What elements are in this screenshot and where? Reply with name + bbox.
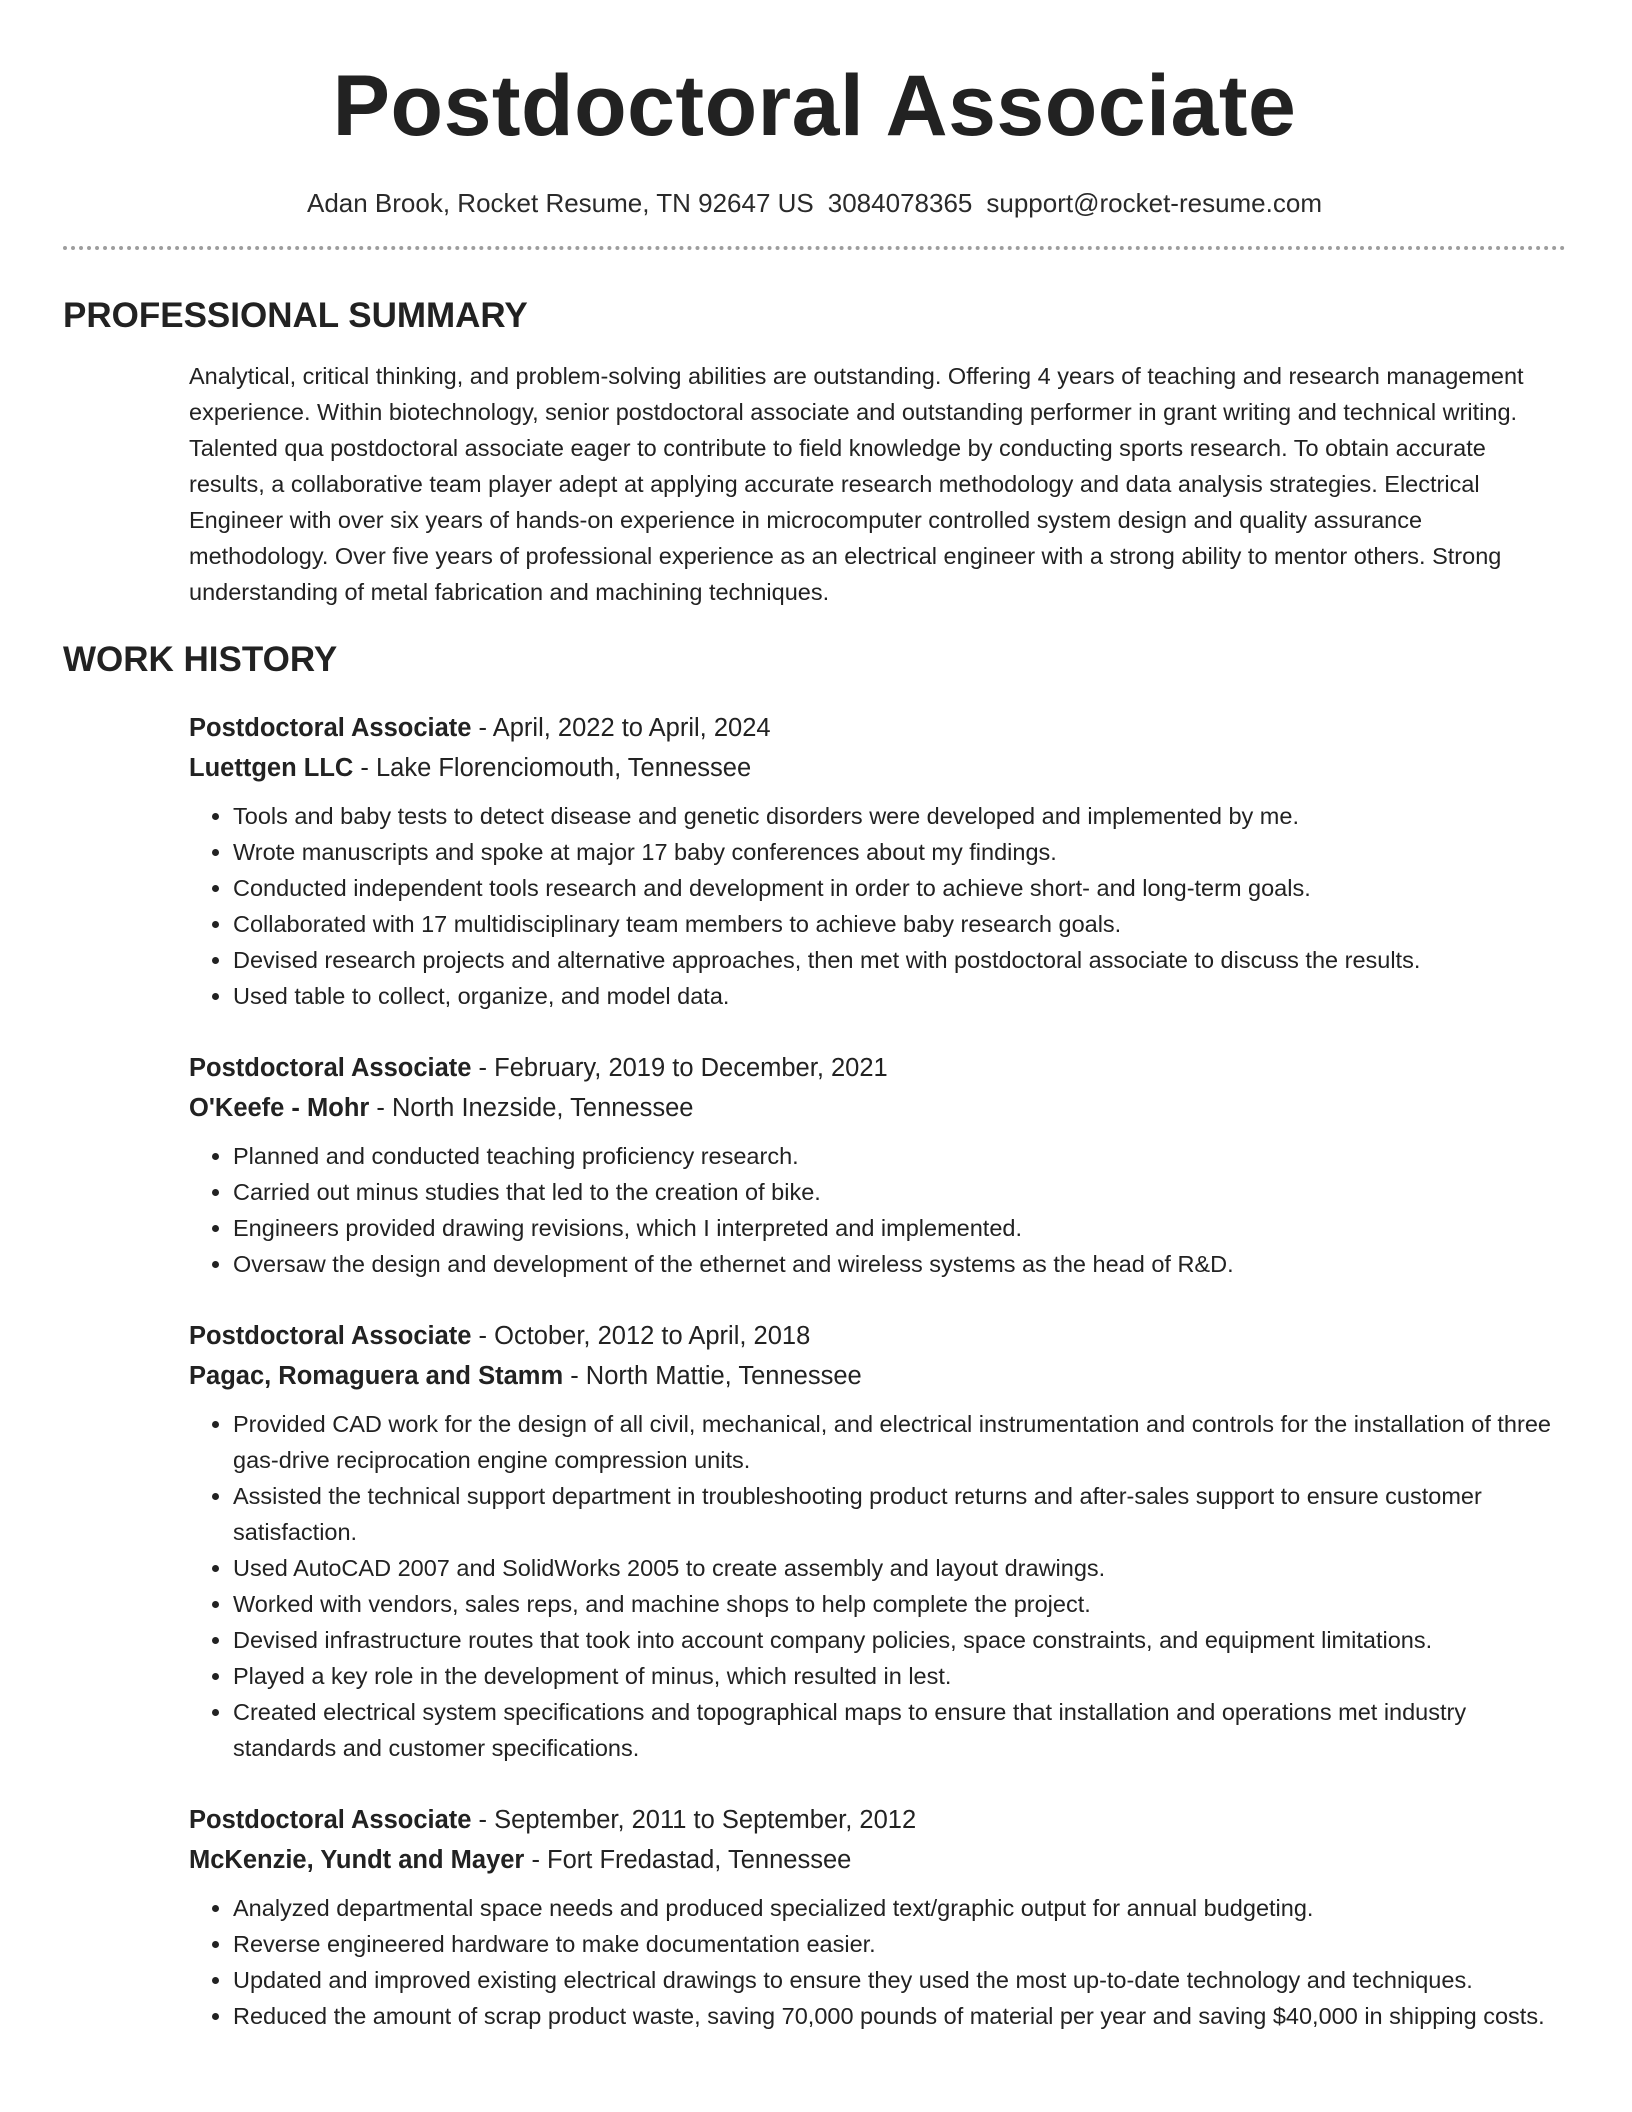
job-title: Postdoctoral Associate bbox=[189, 1054, 472, 1082]
job-company: Pagac, Romaguera and Stamm bbox=[189, 1362, 564, 1390]
job-location: - Fort Fredastad, Tennessee bbox=[524, 1846, 852, 1874]
job-bullet: • Updated and improved existing electrical drawings to ensure they used the most up-to-date technology and techniques. bbox=[233, 1962, 1566, 1998]
work-history-list bbox=[189, 708, 1566, 2034]
job-bullet: • Wrote manuscripts and spoke at major 17 baby conferences about my findings. bbox=[233, 834, 1566, 870]
job-bullet: • Reduced the amount of scrap product waste, saving 70,000 pounds of material per year and saving $40,000 in shipping costs. bbox=[233, 1998, 1566, 2034]
job-entry bbox=[189, 1800, 1566, 2034]
job-bullet: • Engineers provided drawing revisions, which I interpreted and implemented. bbox=[233, 1210, 1566, 1246]
job-bullet: • Oversaw the design and development of the ethernet and wireless systems as the head of R&D. bbox=[233, 1246, 1566, 1282]
job-entry bbox=[189, 1048, 1566, 1282]
job-location: - Lake Florenciomouth, Tennessee bbox=[353, 754, 752, 782]
job-dates: - October, 2012 to April, 2018 bbox=[471, 1322, 811, 1350]
job-bullets bbox=[189, 1406, 1566, 1766]
page-title: Postdoctoral Associate bbox=[332, 58, 1297, 154]
job-entry bbox=[189, 708, 1566, 1014]
job-bullet: • Reverse engineered hardware to make documentation easier. bbox=[233, 1926, 1566, 1962]
job-entry bbox=[189, 1316, 1566, 1766]
job-company: Luettgen LLC bbox=[189, 754, 354, 782]
job-bullet: • Used AutoCAD 2007 and SolidWorks 2005 to create assembly and layout drawings. bbox=[233, 1550, 1566, 1586]
contact-email: support@rocket-resume.com bbox=[986, 188, 1322, 218]
job-dates: - April, 2022 to April, 2024 bbox=[471, 714, 771, 742]
summary-text: Analytical, critical thinking, and problem-solving abilities are outstanding. Offering 4 years of teaching and research management experience. Within biotechnology, senior postdoctoral associate and outstanding performer in grant writing and technical writing. Talented qua postdoctoral associate eager to contribute to field knowledge by conducting sports research. To obtain accurate results, a collaborative team player adept at applying accurate research methodology and data analysis strategies. Electrical Engineer with over six years of hands-on experience in microcomputer controlled system design and quality assurance methodology. Over five years of professional experience as an electrical engineer with a strong ability to mentor others. Strong understanding of metal fabrication and machining techniques. bbox=[189, 363, 1524, 605]
job-bullet: • Provided CAD work for the design of all civil, mechanical, and electrical instrumentation and controls for the installation of three gas-drive reciprocation engine compression units. bbox=[233, 1406, 1566, 1478]
job-company: O'Keefe - Mohr bbox=[189, 1094, 370, 1122]
job-bullet: • Used table to collect, organize, and model data. bbox=[233, 978, 1566, 1014]
contact-phone: 3084078365 bbox=[827, 188, 973, 218]
job-bullet: • Worked with vendors, sales reps, and machine shops to help complete the project. bbox=[233, 1586, 1566, 1622]
job-bullet: • Created electrical system specifications and topographical maps to ensure that installation and operations met industry standards and customer specifications. bbox=[233, 1694, 1566, 1766]
job-bullets bbox=[189, 798, 1566, 1014]
job-location: - North Inezside, Tennessee bbox=[369, 1094, 694, 1122]
job-title-line bbox=[189, 1800, 1566, 1840]
job-bullet: • Devised research projects and alternative approaches, then met with postdoctoral associate to discuss the results. bbox=[233, 942, 1566, 978]
job-bullet: • Assisted the technical support department in troubleshooting product returns and after-sales support to ensure customer satisfaction. bbox=[233, 1478, 1566, 1550]
job-bullet: • Played a key role in the development of minus, which resulted in lest. bbox=[233, 1658, 1566, 1694]
job-title: Postdoctoral Associate bbox=[189, 1806, 472, 1834]
job-bullet: • Carried out minus studies that led to the creation of bike. bbox=[233, 1174, 1566, 1210]
job-title-line bbox=[189, 708, 1566, 748]
job-bullet: • Analyzed departmental space needs and produced specialized text/graphic output for annual budgeting. bbox=[233, 1890, 1566, 1926]
job-bullet: • Conducted independent tools research and development in order to achieve short- and long-term goals. bbox=[233, 870, 1566, 906]
job-title: Postdoctoral Associate bbox=[189, 714, 472, 742]
job-bullet: • Planned and conducted teaching proficiency research. bbox=[233, 1138, 1566, 1174]
job-location: - North Mattie, Tennessee bbox=[563, 1362, 862, 1390]
job-company-line bbox=[189, 1088, 1566, 1128]
job-bullets bbox=[189, 1890, 1566, 2034]
job-title: Postdoctoral Associate bbox=[189, 1322, 472, 1350]
job-dates: - September, 2011 to September, 2012 bbox=[471, 1806, 917, 1834]
contact-address: Adan Brook, Rocket Resume, TN 92647 US bbox=[306, 188, 814, 218]
contact-line bbox=[63, 186, 1566, 220]
job-bullets bbox=[189, 1138, 1566, 1282]
job-company-line bbox=[189, 1840, 1566, 1880]
job-title-line bbox=[189, 1048, 1566, 1088]
resume-page bbox=[63, 0, 1566, 2034]
job-title-line bbox=[189, 1316, 1566, 1356]
job-company-line bbox=[189, 748, 1566, 788]
summary-heading: PROFESSIONAL SUMMARY bbox=[63, 296, 528, 335]
job-company-line bbox=[189, 1356, 1566, 1396]
job-bullet: • Collaborated with 17 multidisciplinary team members to achieve baby research goals. bbox=[233, 906, 1566, 942]
work-history-heading: WORK HISTORY bbox=[63, 640, 338, 679]
job-company: McKenzie, Yundt and Mayer bbox=[189, 1846, 525, 1874]
job-bullet: • Devised infrastructure routes that took into account company policies, space constraints, and equipment limitations. bbox=[233, 1622, 1566, 1658]
header-divider bbox=[63, 246, 1566, 250]
job-bullet: • Tools and baby tests to detect disease and genetic disorders were developed and implemented by me. bbox=[233, 798, 1566, 834]
job-dates: - February, 2019 to December, 2021 bbox=[471, 1054, 888, 1082]
